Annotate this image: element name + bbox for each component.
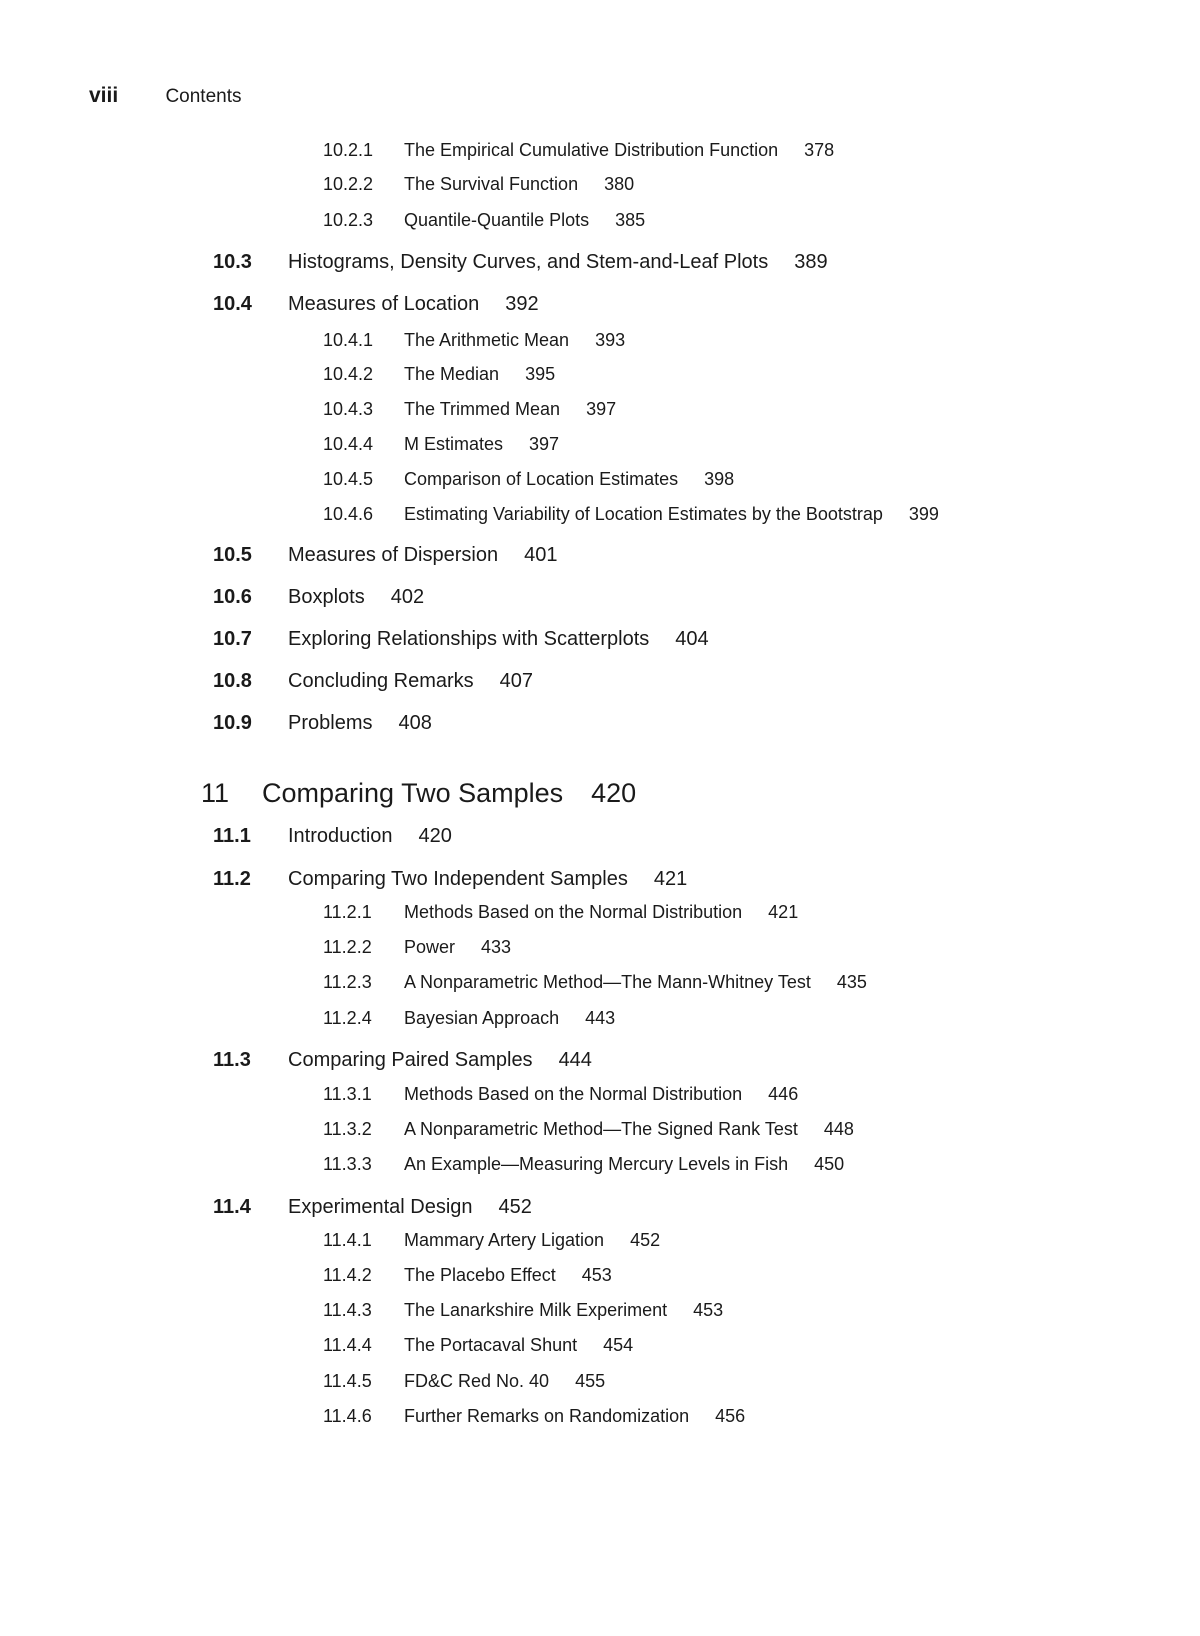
entry-number: 11.4.4	[323, 1335, 372, 1355]
toc-section[interactable]	[213, 868, 687, 891]
entry-number: 11.4.6	[323, 1406, 372, 1426]
entry-number: 11.4.1	[323, 1230, 372, 1250]
entry-number: 10.7	[213, 628, 252, 650]
running-head: Contents	[165, 86, 242, 107]
entry-title: Mammary Artery Ligation	[404, 1230, 605, 1250]
entry-title: Methods Based on the Normal Distribution	[404, 902, 743, 922]
entry-page: 407	[499, 670, 534, 692]
toc-section[interactable]	[213, 544, 557, 567]
toc-chapter[interactable]	[201, 778, 636, 809]
toc-subsection[interactable]	[323, 399, 616, 420]
entry-number: 10.4.3	[323, 399, 374, 419]
entry-title: Measures of Dispersion	[288, 544, 499, 566]
entry-title: Comparing Paired Samples	[288, 1049, 533, 1071]
toc-section[interactable]	[213, 251, 828, 274]
entry-page: 401	[524, 544, 558, 566]
entry-title: Exploring Relationships with Scatterplots	[288, 628, 650, 650]
entry-title: Measures of Location	[288, 293, 480, 315]
entry-page: 395	[525, 364, 556, 384]
entry-number: 10.9	[213, 712, 252, 734]
entry-title: The Trimmed Mean	[404, 399, 561, 419]
toc-subsection[interactable]	[323, 1230, 660, 1251]
entry-page: 393	[595, 330, 626, 350]
entry-title: Comparison of Location Estimates	[404, 469, 679, 489]
entry-title: Experimental Design	[288, 1196, 473, 1218]
entry-number: 10.2.3	[323, 210, 374, 230]
toc-subsection[interactable]	[323, 1008, 615, 1029]
entry-page: 452	[630, 1230, 661, 1250]
entry-page: 397	[586, 399, 617, 419]
toc-section[interactable]	[213, 1196, 532, 1219]
entry-number: 10.4	[213, 293, 252, 315]
entry-page: 392	[505, 293, 539, 315]
page-number: viii	[89, 84, 119, 107]
entry-page: 446	[768, 1084, 799, 1104]
entry-page: 454	[603, 1335, 634, 1355]
entry-page: 378	[804, 140, 835, 160]
entry-page: 399	[908, 504, 939, 524]
entry-title: An Example—Measuring Mercury Levels in Fish	[404, 1154, 789, 1174]
entry-title: Introduction	[288, 825, 393, 847]
entry-number: 11	[201, 778, 230, 808]
entry-page: 448	[823, 1119, 854, 1139]
entry-number: 10.2.1	[323, 140, 374, 160]
entry-page: 421	[768, 902, 799, 922]
entry-title: Power	[404, 937, 456, 957]
toc-section[interactable]	[213, 628, 709, 651]
entry-number: 10.5	[213, 544, 252, 566]
entry-number: 11.2	[213, 868, 251, 890]
toc-section[interactable]	[213, 1049, 592, 1072]
toc-subsection[interactable]	[323, 1371, 605, 1392]
toc-subsection[interactable]	[323, 1084, 798, 1105]
toc-subsection[interactable]	[323, 1154, 844, 1175]
toc-subsection[interactable]	[323, 1119, 854, 1140]
entry-title: The Empirical Cumulative Distribution Function	[404, 140, 779, 160]
entry-page: 450	[814, 1154, 845, 1174]
entry-number: 10.6	[213, 586, 252, 608]
entry-page: 452	[498, 1196, 532, 1218]
entry-page: 420	[591, 778, 637, 808]
toc-subsection[interactable]	[323, 902, 798, 923]
entry-page: 453	[581, 1265, 612, 1285]
toc-subsection[interactable]	[323, 972, 867, 993]
entry-title: A Nonparametric Method—The Mann-Whitney Test	[404, 972, 811, 992]
toc-subsection[interactable]	[323, 330, 625, 351]
entry-number: 11.4.2	[323, 1265, 372, 1285]
entry-page: 435	[836, 972, 867, 992]
entry-number: 10.4.1	[323, 330, 374, 350]
toc-subsection[interactable]	[323, 140, 834, 161]
entry-number: 10.8	[213, 670, 252, 692]
entry-number: 11.4.3	[323, 1300, 372, 1320]
entry-number: 11.2.4	[323, 1008, 372, 1028]
entry-number: 11.1	[213, 825, 251, 847]
toc-section[interactable]	[213, 825, 452, 848]
entry-title: M Estimates	[404, 434, 504, 454]
toc-section[interactable]	[213, 293, 539, 316]
entry-page: 385	[615, 210, 646, 230]
entry-number: 10.4.6	[323, 504, 374, 524]
entry-page: 404	[675, 628, 709, 650]
entry-title: Concluding Remarks	[288, 670, 474, 692]
entry-number: 11.2.1	[323, 902, 372, 922]
entry-title: Boxplots	[288, 586, 365, 608]
entry-page: 402	[390, 586, 425, 608]
entry-title: The Placebo Effect	[404, 1265, 556, 1285]
entry-page: 397	[529, 434, 560, 454]
entry-number: 10.3	[213, 251, 252, 273]
entry-title: The Lanarkshire Milk Experiment	[404, 1300, 668, 1320]
entry-title: Problems	[288, 712, 373, 734]
entry-title: A Nonparametric Method—The Signed Rank Test	[404, 1119, 798, 1139]
entry-page: 398	[704, 469, 735, 489]
entry-title: The Median	[404, 364, 500, 384]
entry-number: 10.4.4	[323, 434, 374, 454]
entry-number: 10.4.2	[323, 364, 374, 384]
entry-number: 11.3.3	[323, 1154, 372, 1174]
toc-subsection[interactable]	[323, 937, 511, 958]
entry-title: Bayesian Approach	[404, 1008, 560, 1028]
entry-title: Quantile-Quantile Plots	[404, 210, 590, 230]
entry-title: Comparing Two Independent Samples	[288, 868, 628, 890]
entry-number: 11.3.2	[323, 1119, 372, 1139]
entry-number: 10.2.2	[323, 174, 374, 194]
entry-title: Further Remarks on Randomization	[404, 1406, 690, 1426]
toc-subsection[interactable]	[323, 1265, 612, 1286]
entry-page: 433	[481, 937, 512, 957]
entry-page: 408	[398, 712, 432, 734]
page-header	[89, 84, 242, 114]
toc-subsection[interactable]	[323, 434, 559, 455]
entry-number: 11.2.3	[323, 972, 372, 992]
toc-subsection[interactable]	[323, 174, 634, 195]
entry-page: 421	[653, 868, 688, 890]
entry-title: FD&C Red No. 40	[404, 1371, 550, 1391]
entry-title: Comparing Two Samples	[262, 778, 564, 808]
toc-subsection[interactable]	[323, 1300, 723, 1321]
entry-page: 453	[693, 1300, 724, 1320]
entry-title: The Survival Function	[404, 174, 579, 194]
toc-subsection[interactable]	[323, 1406, 745, 1427]
entry-number: 11.3.1	[323, 1084, 372, 1104]
toc-section[interactable]	[213, 586, 424, 609]
entry-page: 380	[604, 174, 635, 194]
entry-page: 443	[585, 1008, 616, 1028]
entry-number: 11.2.2	[323, 937, 372, 957]
entry-number: 11.4	[213, 1196, 251, 1218]
toc-subsection[interactable]	[323, 210, 645, 231]
entry-title: The Arithmetic Mean	[404, 330, 570, 350]
entry-title: Histograms, Density Curves, and Stem-and-Leaf Plots	[288, 251, 769, 273]
entry-page: 456	[715, 1406, 746, 1426]
entry-title: The Portacaval Shunt	[404, 1335, 578, 1355]
entry-number: 10.4.5	[323, 469, 374, 489]
toc-section[interactable]	[213, 670, 533, 693]
toc-subsection[interactable]	[323, 1335, 633, 1356]
toc-subsection[interactable]	[323, 504, 939, 525]
entry-number: 11.4.5	[323, 1371, 372, 1391]
toc-subsection[interactable]	[323, 364, 555, 385]
entry-page: 389	[794, 251, 828, 273]
toc-subsection[interactable]	[323, 469, 734, 490]
entry-page: 420	[418, 825, 452, 847]
entry-page: 444	[558, 1049, 592, 1071]
entry-page: 455	[575, 1371, 606, 1391]
entry-number: 11.3	[213, 1049, 251, 1071]
entry-title: Estimating Variability of Location Estimates by the Bootstrap	[404, 504, 883, 524]
toc-section[interactable]	[213, 712, 432, 735]
entry-title: Methods Based on the Normal Distribution	[404, 1084, 743, 1104]
